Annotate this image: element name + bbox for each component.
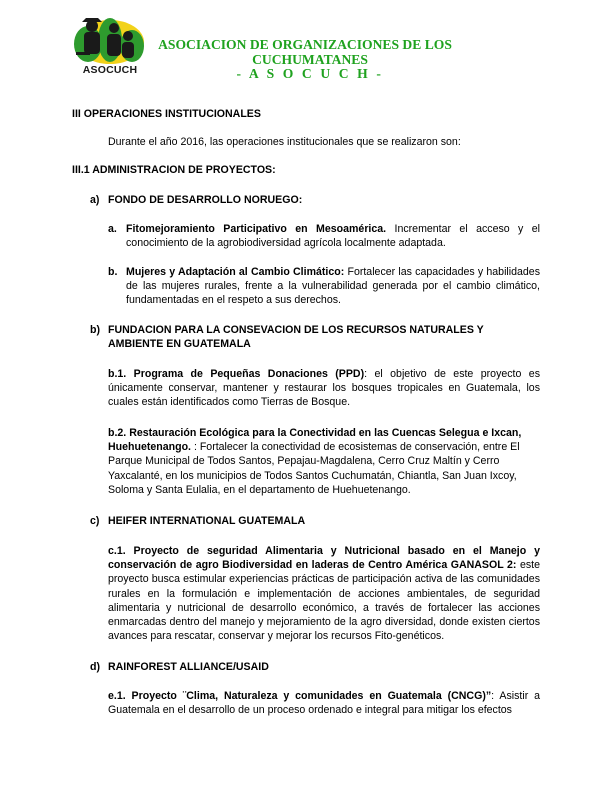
item-d-title: RAINFOREST ALLIANCE/USAID: [108, 661, 269, 673]
item-a1-paragraph: [126, 222, 540, 250]
item-a1-title: Fitomejoramiento Participativo en Mesoamérica.: [126, 223, 387, 235]
item-a2-title: Mujeres y Adaptación al Cambio Climático:: [126, 266, 345, 278]
item-a2-paragraph: [126, 265, 540, 308]
item-c-label: c): [90, 515, 100, 527]
org-title-line-1: ASOCIACION DE ORGANIZACIONES DE LOS: [158, 37, 452, 52]
item-a2-label: b.: [108, 266, 118, 278]
item-c1-paragraph: [108, 544, 540, 643]
item-c1-text: este proyecto busca estimular experiencias prácticas de participación activa de las comunidades rurales en la formulación e implementación de acciones ambientales, de seguridad alimentaria y nutricional de desarrollo económico, a través de fortalecer las acciones enmarcadas dentro del manejo y mejoramiento de la agro diversidad, donde existen ciertos avances para rescatar, conservar y mejorar los recursos Fito-genéticos.: [108, 559, 541, 643]
item-b2-text: : Fortalecer la conectividad de ecosistemas de conservación, entre El Parque Municipal de Todos Santos, Pepajau-Magdalena, Cerro Cruz Maltín y Cerro Yaxcalanté, en los municipios de Todos Santos Cuchumatán, Chiantla, San Juan Ixcoy, Soloma y Santa Eulalia, en el departamento de Huehuetenango.: [108, 441, 520, 496]
item-b1-text: : el objetivo de este proyecto es únicamente conservar, mantener y restaurar los bosques tropicales en Guatemala, los cuales están identificados como Tierras de Bosque.: [108, 368, 540, 409]
item-a1-text: Incrementar el acceso y el conocimiento de la agrobiodiversidad agrícola localmente adaptada.: [126, 223, 540, 250]
item-a-title: FONDO DE DESARROLLO NORUEGO:: [108, 194, 303, 206]
item-c-title: HEIFER INTERNATIONAL GUATEMALA: [108, 515, 306, 527]
item-a2-text: Fortalecer las capacidades y habilidades de las mujeres rurales, frente a la vulnerabilidad generada por el cambio climático, fundamentadas en el respeto a sus derechos.: [126, 266, 540, 307]
item-b2-paragraph: [108, 426, 540, 497]
logo-figures-icon: [70, 14, 150, 66]
asocuch-logo: [70, 14, 150, 82]
item-b1-title: b.1. Programa de Pequeñas Donaciones (PPD): [108, 368, 365, 380]
org-title-line-2: CUCHUMATANES: [252, 51, 368, 67]
section-title: III OPERACIONES INSTITUCIONALES: [72, 108, 261, 120]
organization-title: [150, 38, 470, 82]
item-d1-paragraph: [108, 689, 540, 717]
intro-paragraph: Durante el año 2016, las operaciones institucionales que se realizaron son:: [108, 136, 461, 148]
item-b-label: b): [90, 324, 100, 336]
item-a-label: a): [90, 194, 100, 206]
subsection-title: III.1 ADMINISTRACION DE PROYECTOS:: [72, 164, 276, 176]
item-d1-text: : Asistir a Guatemala en el desarrollo de un proceso ordenado e integral para mitigar los efectos: [108, 690, 540, 717]
item-a1-label: a.: [108, 223, 117, 235]
item-b2-title: b.2. Restauración Ecológica para la Conectividad en las Cuencas Selegua e Ixcan, Huehuetenango.: [108, 427, 522, 454]
item-b-title: FUNDACION PARA LA CONSEVACION DE LOS RECURSOS NATURALES Y AMBIENTE EN GUATEMALA: [108, 324, 484, 351]
item-c1-title: c.1. Proyecto de seguridad Alimentaria y Nutricional basado en el Manejo y conservación de agro Biodiversidad en laderas de Centro América GANASOL 2:: [108, 545, 540, 572]
item-d-label: d): [90, 661, 100, 673]
logo-text: ASOCUCH: [82, 64, 138, 76]
org-title-line-3: - A S O C U C H -: [236, 66, 384, 81]
item-d1-title: e.1. Proyecto ¨Clima, Naturaleza y comunidades en Guatemala (CNCG)”: [108, 690, 492, 702]
item-b1-paragraph: [108, 367, 540, 410]
